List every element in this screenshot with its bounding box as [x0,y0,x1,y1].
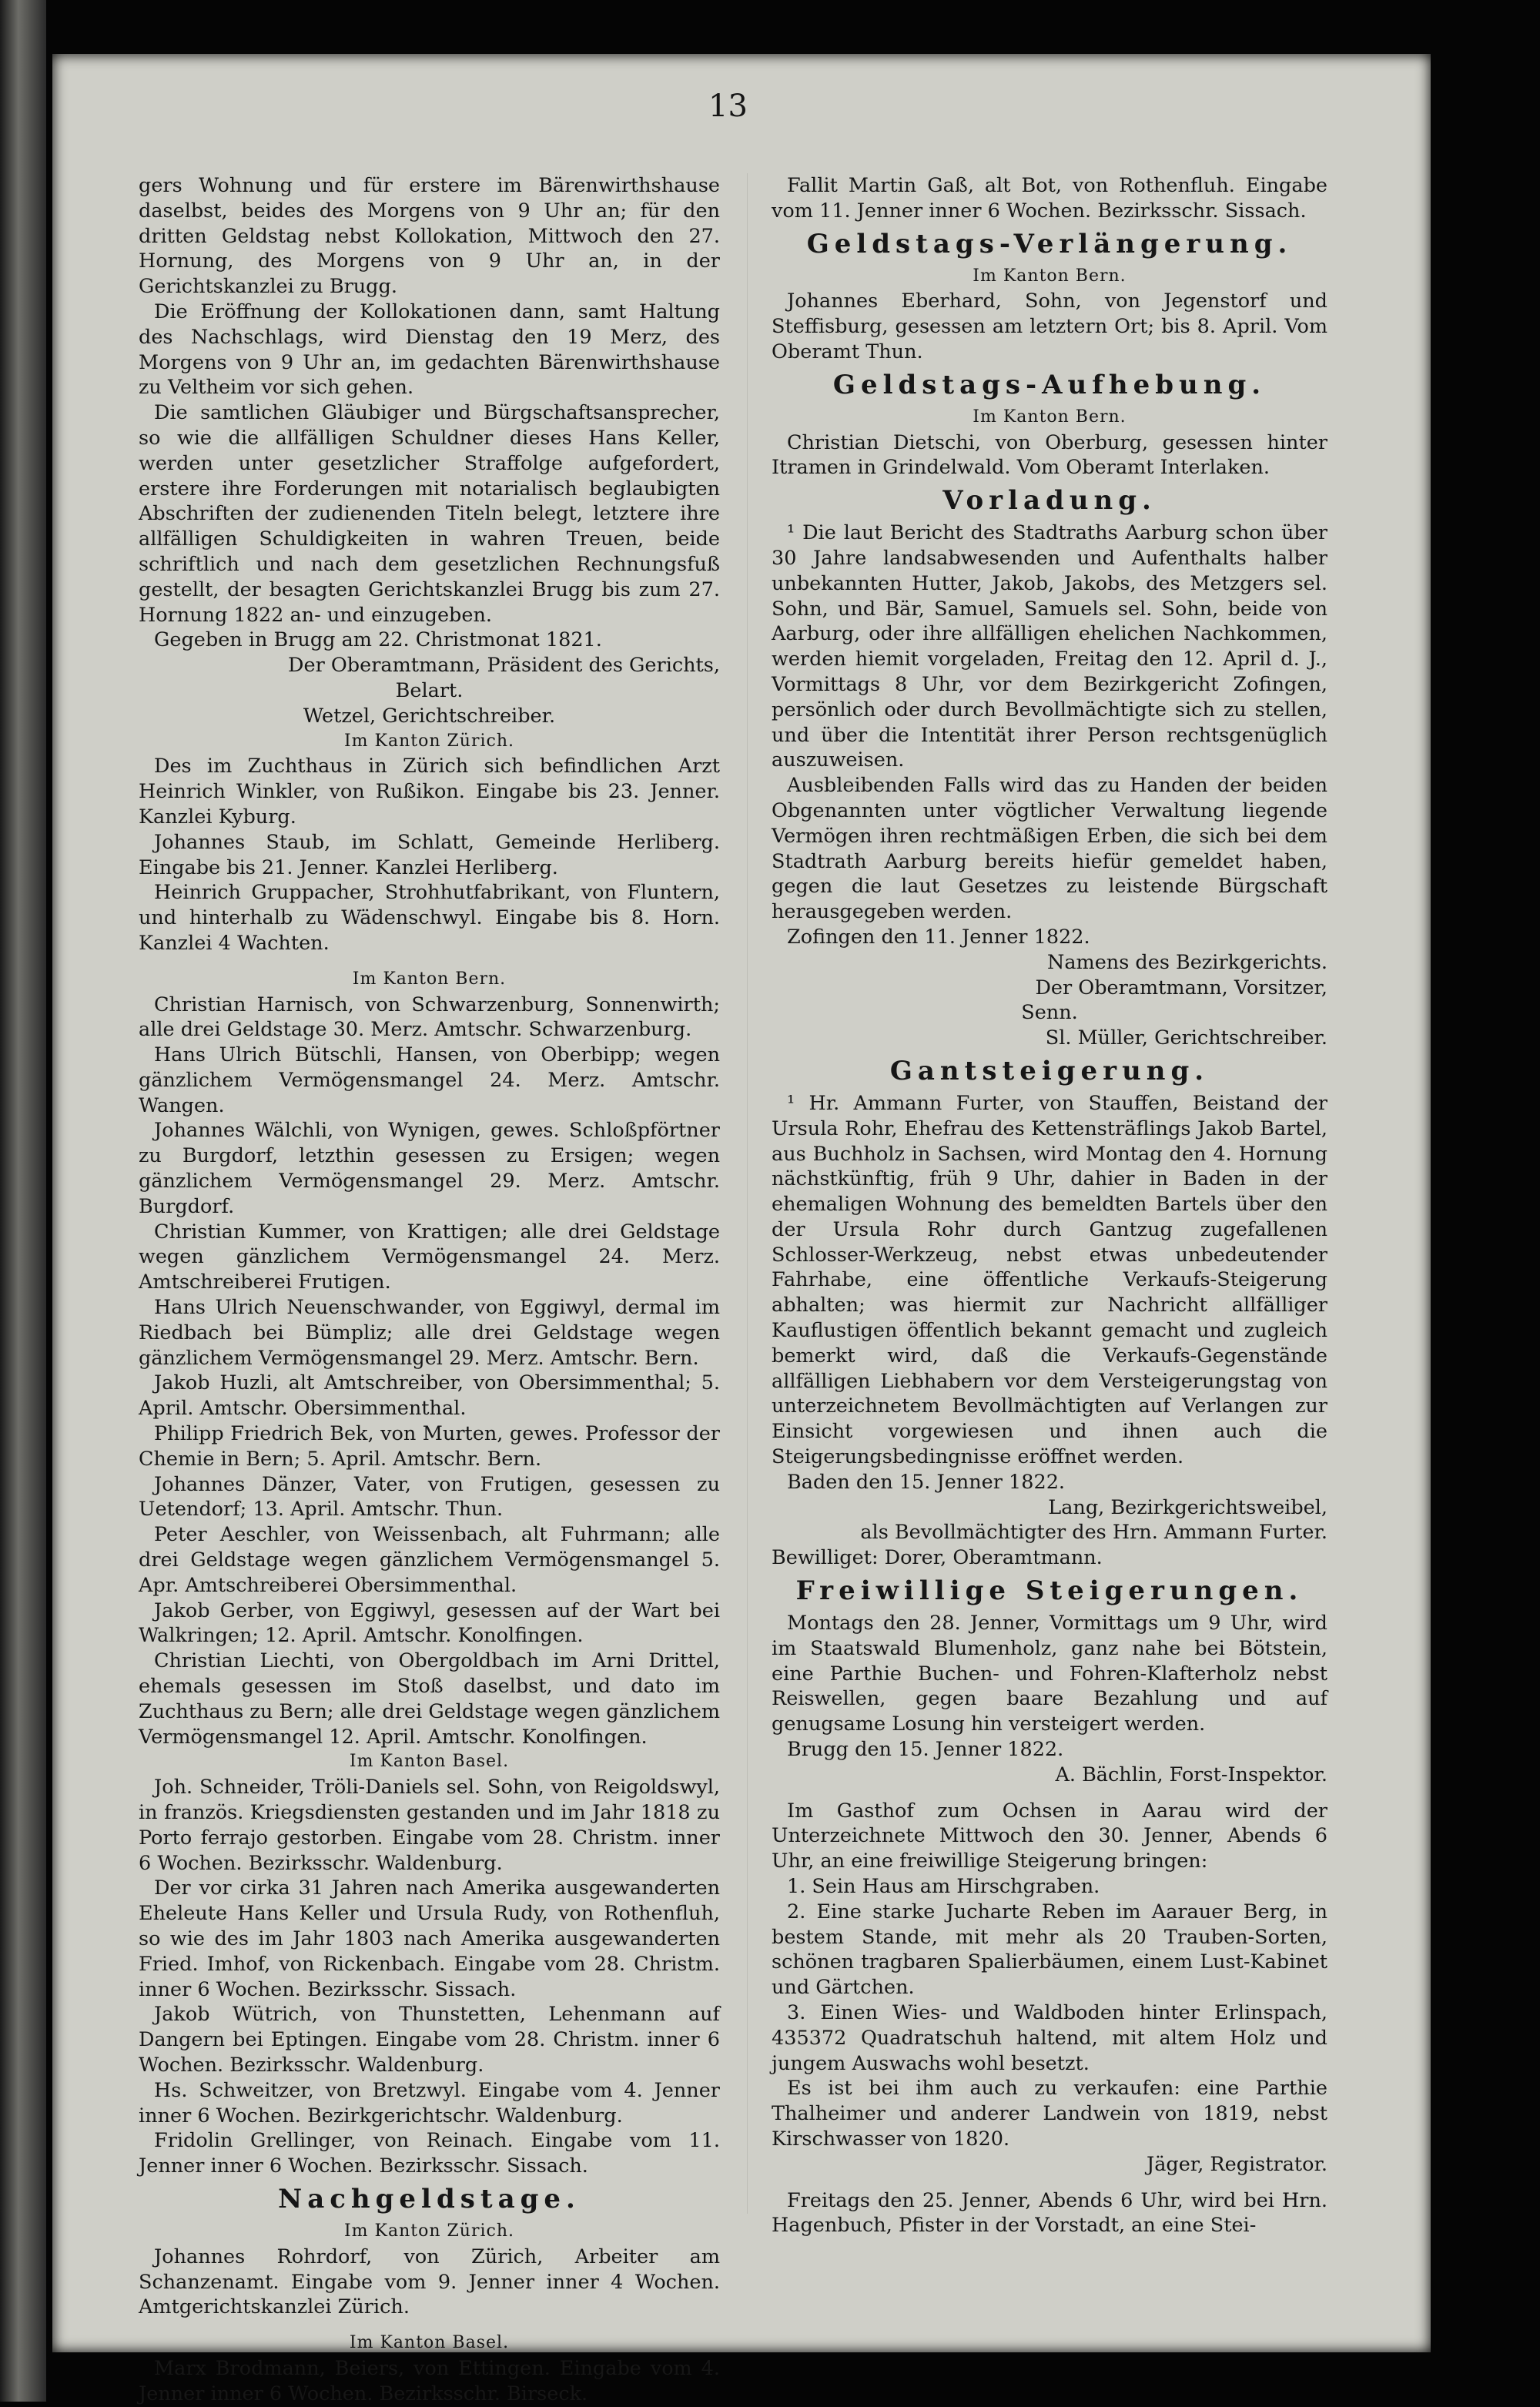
paragraph: Christian Dietschi, von Oberburg, gesessen hinter Itramen in Grindelwald. Vom Oberamt Interlaken. [772,430,1327,480]
paragraph: Hans Ulrich Neuenschwander, von Eggiwyl, dermal im Riedbach bei Bümpliz; alle drei Geldstage wegen gänzlichem Vermögensmangel 29. Merz. Amtschr. Bern. [139,1296,720,1370]
canton-subheading: Im Kanton Bern. [973,407,1127,427]
paragraph: Die Eröffnung der Kollokationen dann, samt Haltung des Nachschlags, wird Dienstag den 19 Merz, des Morgens von 9 Uhr an, im gedachten Bärenwirthshause zu Veltheim vor sich gehen. [139,300,720,400]
paragraph: Johannes Rohrdorf, von Zürich, Arbeiter am Schanzenamt. Eingabe vom 9. Jenner inner 4 Wochen. Amtgerichtskanzlei Zürich. [139,2245,720,2319]
paragraph: ¹ Die laut Bericht des Stadtraths Aarburg schon über 30 Jahre landsabwesenden und Aufenthalts halber unbekannten Hutter, Jakob, Jakobs, des Metzgers sel. Sohn, und Bär, Samuel, Samuels sel. Sohn, beide von Aarburg, oder ihre allfälligen ehelichen Nachkommen, werden hiemit vorgeladen, Freitag den 12. April d. J., Vormittags 8 Uhr, vor dem Bezirkgericht Zofingen, persönlich oder durch Bevollmächtigte sich zu stellen, und über die Intentität ihrer Person rechtsgenüglich auszuweisen. [772,521,1327,772]
paragraph: Jakob Huzli, alt Amtschreiber, von Obersimmenthal; 5. April. Amtschr. Obersimmenthal. [139,1371,720,1421]
paragraph: Montags den 28. Jenner, Vormittags um 9 Uhr, wird im Staatswald Blumenholz, ganz nahe bei Bötstein, eine Parthie Buchen- und Fohren-Klafterholz nebst Reiswellen, gegen baare Bezahlung und auf genugsame Losung hin versteigert werden. [772,1612,1327,1736]
left-column [139,173,720,2407]
paragraph: Gegeben in Brugg am 22. Christmonat 1821. [154,628,602,652]
spacer [772,2178,1327,2188]
paragraph: Die samtlichen Gläubiger und Bürgschaftsansprecher, so wie die allfälligen Schuldner dieses Hans Keller, werden unter gesetzlicher Straffolge aufgefordert, erstere ihre Forderungen mit notarialisch beglaubigten Abschriften der zudienenden Titeln belegt, letztere ihre allfälligen Schuldigkeiten in wahren Treuen, beide schriftlich und nach dem gesetzlichen Rechnungsfuß gestellt, der besagten Gerichtskanzlei Brugg bis zum 27. Hornung 1822 an- und einzugeben. [139,401,720,627]
section-heading: Freiwillige Steigerungen. [795,1575,1304,1607]
paragraph: Christian Liechti, von Obergoldbach im Arni Drittel, ehemals gesessen im Stoß daselbst, und dato im Zuchthaus zu Bern; alle drei Geldstage wegen gänzlichem Vermögensmangel 12. April. Amtschr. Konolfingen. [139,1649,720,1749]
signature-line: als Bevollmächtigter des Hrn. Ammann Furter. [860,1521,1327,1545]
centered-line: Wetzel, Gerichtschreiber. [303,704,556,728]
centered-line: Senn. [1021,1001,1078,1025]
paragraph: Joh. Schneider, Tröli-Daniels sel. Sohn, von Reigoldswyl, in französ. Kriegsdiensten gestanden und im Jahr 1818 zu Porto ferrajo gestorben. Eingabe vom 28. Christm. inner 6 Wochen. Bezirksschr. Waldenburg. [139,1776,720,1875]
paragraph: 1. Sein Haus am Hirschgraben. [787,1875,1100,1899]
spacer [772,1788,1327,1799]
paragraph: Jakob Wütrich, von Thunstetten, Lehenmann auf Dangern bei Eptingen. Eingabe vom 28. Christm. inner 6 Wochen. Bezirksschr. Waldenburg. [139,2003,720,2077]
page-number: 13 [708,89,748,124]
spacer [139,2320,720,2331]
column-divider [747,173,748,2214]
paragraph: gers Wohnung und für erstere im Bärenwirthshause daselbst, beides des Morgens von 9 Uhr an; für den dritten Geldstag nebst Kollokation, Mittwoch den 27. Hornung, des Morgens von 9 Uhr an, in der Gerichtskanzlei zu Brugg. [139,174,720,299]
paragraph: Bewilliget: Dorer, Oberamtmann. [772,1546,1103,1570]
signature-line: Der Oberamtmann, Präsident des Gerichts, [288,654,720,678]
canton-subheading: Im Kanton Zürich. [343,2221,514,2241]
adjacent-page-edge [0,0,46,2402]
paragraph: Ausbleibenden Falls wird das zu Handen der beiden Obgenannten unter vögtlicher Verwaltung liegende Vermögen ihren rechtmäßigen Erben, die sich bei dem Stadtrath Aarburg bereits hiefür gemeldet haben, gegen die laut Gesetzes zu leistende Bürgschaft herausgegeben werden. [772,774,1327,924]
paragraph: Hans Ulrich Bütschli, Hansen, von Oberbipp; wegen gänzlichem Vermögensmangel 24. Merz. Amtschr. Wangen. [139,1043,720,1117]
section-heading: Geldstags-Verlängerung. [806,228,1293,259]
paragraph: ¹ Hr. Ammann Furter, von Stauffen, Beistand der Ursula Rohr, Ehefrau des Kettensträflings Jakob Bartel, aus Buchholz in Sachsen, wird Montag den 4. Hornung nächstkünftig, früh 9 Uhr, dahier in Baden in der ehemaligen Wohnung des bemeldten Bartels über den der Ursula Rohr durch Gantzug zugefallenen Schlosser-Werkzeug, nebst etwas unbedeutender Fahrhabe, eine öffentliche Verkaufs-Steigerung abhalten; was hiermit zur Nachricht allfälliger Kauflustigen öffentlich bekannt gemacht und zugleich bemerkt wird, daß die Verkaufs-Gegenstände allfälligen Liebhabern vor dem Versteigerungstag von unterzeichnetem Bevollmächtigten auf Verlangen zur Einsicht vorgewiesen und ihnen auch die Steigerungsbedingnisse eröffnet werden. [772,1091,1327,1469]
paragraph: Johannes Wälchli, von Wynigen, gewes. Schloßpförtner zu Burgdorf, letzthin gesessen zu Ersigen; wegen gänzlichem Vermögensmangel 29. Merz. Amtschr. Burgdorf. [139,1119,720,1218]
paragraph: Johannes Eberhard, Sohn, von Jegenstorf und Steffisburg, gesessen am letztern Ort; bis 8. April. Vom Oberamt Thun. [772,290,1327,363]
canton-subheading: Im Kanton Bern. [973,266,1127,286]
section-heading: Gantsteigerung. [889,1055,1210,1086]
paragraph: Im Gasthof zum Ochsen in Aarau wird der Unterzeichnete Mittwoch den 30. Jenner, Abends 6 Uhr, an eine freiwillige Steigerung bringen: [772,1799,1327,1873]
canton-subheading: Im Kanton Basel. [349,1752,510,1772]
signature-line: Lang, Bezirkgerichtsweibel, [1048,1495,1327,1519]
signature-line: Sl. Müller, Gerichtschreiber. [1045,1026,1327,1050]
signature-line: A. Bächlin, Forst-Inspektor. [1055,1763,1327,1786]
paragraph: Christian Kummer, von Krattigen; alle drei Geldstage wegen gänzlichem Vermögensmangel 24. Merz. Amtschreiberei Frutigen. [139,1220,720,1294]
spacer [139,956,720,967]
paragraph: Der vor cirka 31 Jahren nach Amerika ausgewanderten Eheleute Hans Keller und Ursula Rudy, von Rothenfluh, so wie des im Jahr 1803 nach Amerika ausgewanderten Fried. Imhof, von Rickenbach. Eingabe vom 28. Christm. inner 6 Wochen. Bezirksschr. Sissach. [139,1876,720,2001]
paragraph: Es ist bei ihm auch zu verkaufen: eine Parthie Thalheimer und anderer Landwein von 1819, nebst Kirschwasser von 1820. [772,2077,1327,2151]
paragraph: Jakob Gerber, von Eggiwyl, gesessen auf der Wart bei Walkringen; 12. April. Amtschr. Konolfingen. [139,1599,720,1648]
right-column [772,173,1327,2238]
signature-line: Der Oberamtmann, Vorsitzer, [1035,976,1327,999]
paragraph: Heinrich Gruppacher, Strohhutfabrikant, von Fluntern, und hinterhalb zu Wädenschwyl. Eingabe bis 8. Horn. Kanzlei 4 Wachten. [139,881,720,955]
centered-line: Belart. [395,678,464,702]
paragraph: Zofingen den 11. Jenner 1822. [787,925,1090,949]
paragraph: Freitags den 25. Jenner, Abends 6 Uhr, wird bei Hrn. Hagenbuch, Pfister in der Vorstadt, an eine Stei- [772,2188,1327,2238]
paragraph: 3. Einen Wies- und Waldboden hinter Erlinspach, 435372 Quadratschuh haltend, mit altem Holz und jungem Auswachs wohl besetzt. [772,2001,1327,2075]
paragraph: Peter Aeschler, von Weissenbach, alt Fuhrmann; alle drei Geldstage wegen gänzlichem Vermögensmangel 5. Apr. Amtschreiberei Obersimmenthal. [139,1523,720,1597]
paragraph: Fallit Martin Gaß, alt Bot, von Rothenfluh. Eingabe vom 11. Jenner inner 6 Wochen. Bezirksschr. Sissach. [772,174,1327,223]
paragraph: 2. Eine starke Jucharte Reben im Aarauer Berg, in bestem Stande, mit mehr als 20 Trauben-Sorten, schönen tragbaren Spalierbäumen, einem Lust-Kabinet und Gärtchen. [772,1900,1327,2000]
paragraph: Christian Harnisch, von Schwarzenburg, Sonnenwirth; alle drei Geldstage 30. Merz. Amtschr. Schwarzenburg. [139,993,720,1042]
paragraph: Philipp Friedrich Bek, von Murten, gewes. Professor der Chemie in Bern; 5. April. Amtschr. Bern. [139,1422,720,1471]
section-heading: Vorladung. [942,485,1157,517]
canton-subheading: Im Kanton Zürich. [343,731,514,751]
paragraph: Des im Zuchthaus in Zürich sich befindlichen Arzt Heinrich Winkler, von Rußikon. Eingabe bis 23. Jenner. Kanzlei Kyburg. [139,755,720,829]
paragraph: Fridolin Grellinger, von Reinach. Eingabe vom 11. Jenner inner 6 Wochen. Bezirksschr. Sissach. [139,2129,720,2178]
paragraph: Brugg den 15. Jenner 1822. [787,1738,1064,1762]
paragraph: Marx Brodmann, Beiers, von Ettingen. Eingabe vom 4. Jenner inner 6 Wochen. Bezirksschr. Birseck. [139,2356,720,2405]
signature-line: Namens des Bezirkgerichts. [1047,950,1327,974]
paragraph: Hs. Schweitzer, von Bretzwyl. Eingabe vom 4. Jenner inner 6 Wochen. Bezirkgerichtschr. Waldenburg. [139,2078,720,2127]
section-heading: Geldstags-Aufhebung. [832,369,1267,400]
paragraph: Johannes Staub, im Schlatt, Gemeinde Herliberg. Eingabe bis 21. Jenner. Kanzlei Herliberg. [139,830,720,879]
paragraph: Johannes Dänzer, Vater, von Frutigen, gesessen zu Uetendorf; 13. April. Amtschr. Thun. [139,1472,720,1522]
section-heading: Nachgeldstage. [278,2183,581,2215]
paragraph: Baden den 15. Jenner 1822. [787,1470,1066,1494]
canton-subheading: Im Kanton Basel. [349,2333,510,2353]
canton-subheading: Im Kanton Bern. [352,969,507,989]
signature-line: Jäger, Registrator. [1146,2152,1327,2176]
